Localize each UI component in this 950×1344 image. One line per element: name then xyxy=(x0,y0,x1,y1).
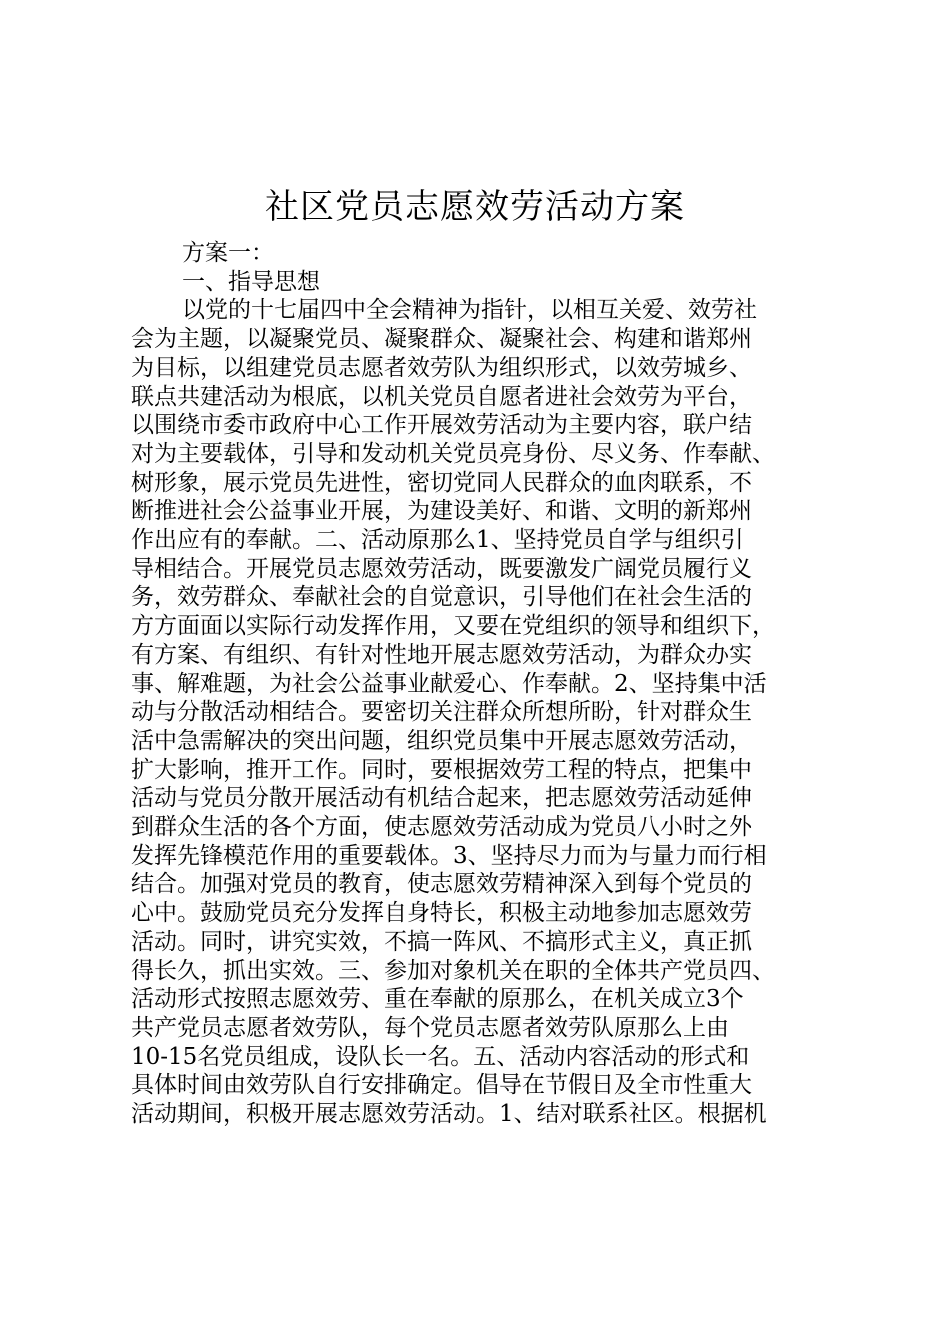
body-line: 方方面面以实际行动发挥作用，又要在党组织的领导和组织下， xyxy=(131,613,775,640)
body-line: 方案一： xyxy=(182,240,274,266)
body-line: 心中。鼓励党员充分发挥自身特长，积极主动地参加志愿效劳 xyxy=(131,900,752,927)
body-line: 活中急需解决的突出问题，组织党员集中开展志愿效劳活动， xyxy=(131,727,752,754)
body-line: 对为主要载体，引导和发动机关党员亮身份、尽义务、作奉献、 xyxy=(131,440,775,467)
body-line: 活动与党员分散开展活动有机结合起来，把志愿效劳活动延伸 xyxy=(131,785,752,812)
body-line: 作出应有的奉献。二、活动原那么1、坚持党员自学与组织引 xyxy=(131,527,744,553)
body-line: 事、解难题，为社会公益事业献爱心、作奉献。2、坚持集中活 xyxy=(131,670,767,697)
body-line: 断推进社会公益事业开展，为建设美好、和谐、文明的新郑州 xyxy=(131,498,752,525)
body-line: 共产党员志愿者效劳队，每个党员志愿者效劳队原那么上由 xyxy=(131,1014,729,1041)
body-line: 活动形式按照志愿效劳、重在奉献的原那么，在机关成立3个 xyxy=(131,986,744,1013)
body-line: 到群众生活的各个方面，使志愿效劳活动成为党员八小时之外 xyxy=(131,814,752,840)
body-line: 动与分散活动相结合。要密切关注群众所想所盼，针对群众生 xyxy=(131,699,752,726)
body-line: 树形象，展示党员先进性，密切党同人民群众的血肉联系，不 xyxy=(131,469,752,496)
body-line: 联点共建活动为根底，以机关党员自愿者进社会效劳为平台， xyxy=(131,383,752,410)
body-line: 发挥先锋模范作用的重要载体。3、坚持尽力而为与量力而行相 xyxy=(131,842,767,869)
body-line: 会为主题，以凝聚党员、凝聚群众、凝聚社会、构建和谐郑州 xyxy=(131,326,752,353)
body-line: 有方案、有组织、有针对性地开展志愿效劳活动，为群众办实 xyxy=(131,641,752,668)
body-line: 10-15名党员组成，设队长一名。五、活动内容活动的形式和 xyxy=(131,1043,750,1070)
body-line: 活动期间，积极开展志愿效劳活动。1、结对联系社区。根据机 xyxy=(131,1101,767,1127)
body-line: 活动。同时，讲究实效，不搞一阵风、不搞形式主义，真正抓 xyxy=(131,928,752,955)
body-line: 得长久，抓出实效。三、参加对象机关在职的全体共产党员四、 xyxy=(131,957,775,984)
body-line: 导相结合。开展党员志愿效劳活动，既要激发广阔党员履行义 xyxy=(131,555,752,582)
body-line: 结合。加强对党员的教育，使志愿效劳精神深入到每个党员的 xyxy=(131,871,752,898)
body-line: 具体时间由效劳队自行安排确定。倡导在节假日及全市性重大 xyxy=(131,1072,752,1099)
body-line: 以围绕市委市政府中心工作开展效劳活动为主要内容，联户结 xyxy=(131,412,752,439)
document-title: 社区党员志愿效劳活动方案 xyxy=(265,187,685,227)
body-line: 扩大影响，推开工作。同时，要根据效劳工程的特点，把集中 xyxy=(131,756,752,783)
body-line: 一、指导思想 xyxy=(182,268,320,295)
body-line: 为目标，以组建党员志愿者效劳队为组织形式，以效劳城乡、 xyxy=(131,354,752,381)
body-line: 务，效劳群众、奉献社会的自觉意识，引导他们在社会生活的 xyxy=(131,584,752,611)
body-line: 以党的十七届四中全会精神为指针，以相互关爱、效劳社 xyxy=(182,297,757,324)
